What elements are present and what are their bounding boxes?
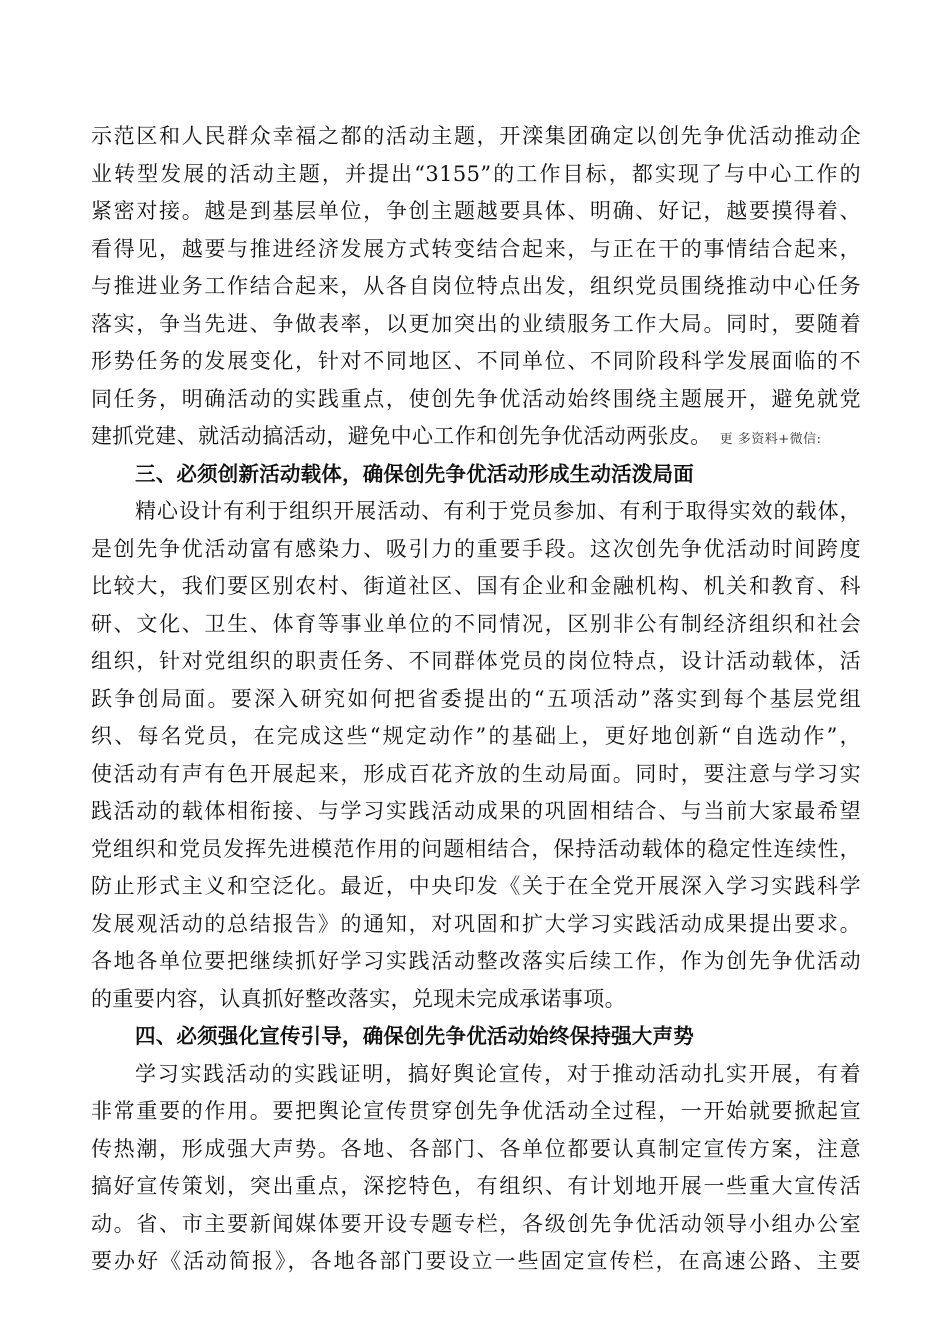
section-heading xyxy=(91,1018,861,1056)
paragraph-line xyxy=(91,906,861,944)
line-text: 要办好《活动简报》，各地各部门要设立一些固定宣传栏，在高速公路、主要 xyxy=(91,1249,861,1273)
paragraph-line xyxy=(91,568,861,606)
line-text: 比较大，我们要区别农村、街道社区、国有企业和金融机构、机关和教育、科 xyxy=(91,574,861,598)
line-text: 织、每名党员，在完成这些“规定动作”的基础上，更好地创新“自选动作”， xyxy=(91,724,861,748)
line-text: 同任务，明确活动的实践重点，使创先争优活动始终围绕主题展开，避免就党 xyxy=(91,386,861,411)
paragraph-line xyxy=(91,418,861,456)
line-text: 的重要内容，认真抓好整改落实，兑现未完成承诺事项。 xyxy=(91,986,626,1011)
line-text: 各地各单位要把继续抓好学习实践活动整改落实后续工作，作为创先争优活动 xyxy=(91,949,861,973)
paragraph-line xyxy=(91,1168,861,1206)
line-text: 跃争创局面。要深入研究如何把省委提出的“五项活动”落实到每个基层党组 xyxy=(91,686,861,711)
paragraph-line xyxy=(91,756,861,794)
line-text: 四、必须强化宣传引导，确保创先争优活动始终保持强大声势 xyxy=(135,1024,694,1048)
paragraph-line xyxy=(91,643,861,681)
paragraph-line xyxy=(91,943,861,981)
line-text: 精心设计有利于组织开展活动、有利于党员参加、有利于取得实效的载体， xyxy=(135,499,861,523)
watermark-note: 更 多资料+微信: xyxy=(719,432,822,447)
line-text: 践活动的载体相衔接、与学习实践活动成果的巩固相结合、与当前大家最希望 xyxy=(91,799,861,823)
line-text: 是创先争优活动富有感染力、吸引力的重要手段。这次创先争优活动时间跨度 xyxy=(91,536,861,561)
paragraph-line xyxy=(91,718,861,756)
paragraph-line xyxy=(91,231,861,269)
paragraph-line xyxy=(91,868,861,906)
paragraph-first-line xyxy=(91,493,861,531)
document-page xyxy=(91,118,861,1281)
paragraph-line xyxy=(91,681,861,719)
section-heading xyxy=(91,456,861,494)
paragraph-line xyxy=(91,1243,861,1281)
line-text: 防止形式主义和空泛化。最近，中央印发《关于在全党开展深入学习实践科学 xyxy=(91,874,861,898)
line-text: 形势任务的发展变化，针对不同地区、不同单位、不同阶段科学发展面临的不 xyxy=(91,349,861,373)
line-text: 党组织和党员发挥先进模范作用的问题相结合，保持活动载体的稳定性连续性， xyxy=(91,836,861,861)
line-text: 建抓党建、就活动搞活动，避免中心工作和创先争优活动两张皮。 xyxy=(91,424,712,448)
line-text: 动。省、市主要新闻媒体要开设专题专栏，各级创先争优活动领导小组办公室 xyxy=(91,1211,861,1236)
line-text: 发展观活动的总结报告》的通知，对巩固和扩大学习实践活动成果提出要求。 xyxy=(91,911,861,936)
paragraph-line xyxy=(91,793,861,831)
line-text: 三、必须创新活动载体，确保创先争优活动形成生动活泼局面 xyxy=(135,461,694,486)
line-text: 研、文化、卫生、体育等事业单位的不同情况，区别非公有制经济组织和社会 xyxy=(91,611,861,636)
paragraph-line xyxy=(91,306,861,344)
line-text: 使活动有声有色开展起来，形成百花齐放的生动局面。同时，要注意与学习实 xyxy=(91,761,861,786)
paragraph-line xyxy=(91,381,861,419)
line-text: 非常重要的作用。要把舆论宣传贯穿创先争优活动全过程，一开始就要掀起宣 xyxy=(91,1099,861,1123)
paragraph-line xyxy=(91,1131,861,1169)
paragraph-line xyxy=(91,831,861,869)
line-text: 组织，针对党组织的职责任务、不同群体党员的岗位特点，设计活动载体，活 xyxy=(91,649,861,673)
line-text: 搞好宣传策划，突出重点，深挖特色，有组织、有计划地开展一些重大宣传活 xyxy=(91,1174,861,1198)
line-text: 紧密对接。越是到基层单位，争创主题越要具体、明确、好记，越要摸得着、 xyxy=(91,199,861,223)
paragraph-line xyxy=(91,343,861,381)
line-text: 与推进业务工作结合起来，从各自岗位特点出发，组织党员围绕推动中心任务 xyxy=(91,274,861,298)
paragraph-line xyxy=(91,193,861,231)
line-text: 业转型发展的活动主题，并提出“3155”的工作目标，都实现了与中心工作的 xyxy=(91,161,861,186)
line-text: 示范区和人民群众幸福之都的活动主题，开滦集团确定以创先争优活动推动企 xyxy=(91,124,861,148)
paragraph-line xyxy=(91,1093,861,1131)
paragraph-line xyxy=(91,606,861,644)
paragraph-line xyxy=(91,156,861,194)
paragraph-line xyxy=(91,531,861,569)
paragraph-line xyxy=(91,1206,861,1244)
line-text: 看得见，越要与推进经济发展方式转变结合起来，与正在干的事情结合起来， xyxy=(91,236,861,261)
paragraph-line xyxy=(91,118,861,156)
paragraph-line xyxy=(91,981,861,1019)
line-text: 传热潮，形成强大声势。各地、各部门、各单位都要认真制定宣传方案，注意 xyxy=(91,1136,861,1161)
line-text: 落实，争当先进、争做表率，以更加突出的业绩服务工作大局。同时，要随着 xyxy=(91,311,861,336)
paragraph-line xyxy=(91,268,861,306)
paragraph-first-line xyxy=(91,1056,861,1094)
line-text: 学习实践活动的实践证明，搞好舆论宣传，对于推动活动扎实开展，有着 xyxy=(135,1061,861,1086)
